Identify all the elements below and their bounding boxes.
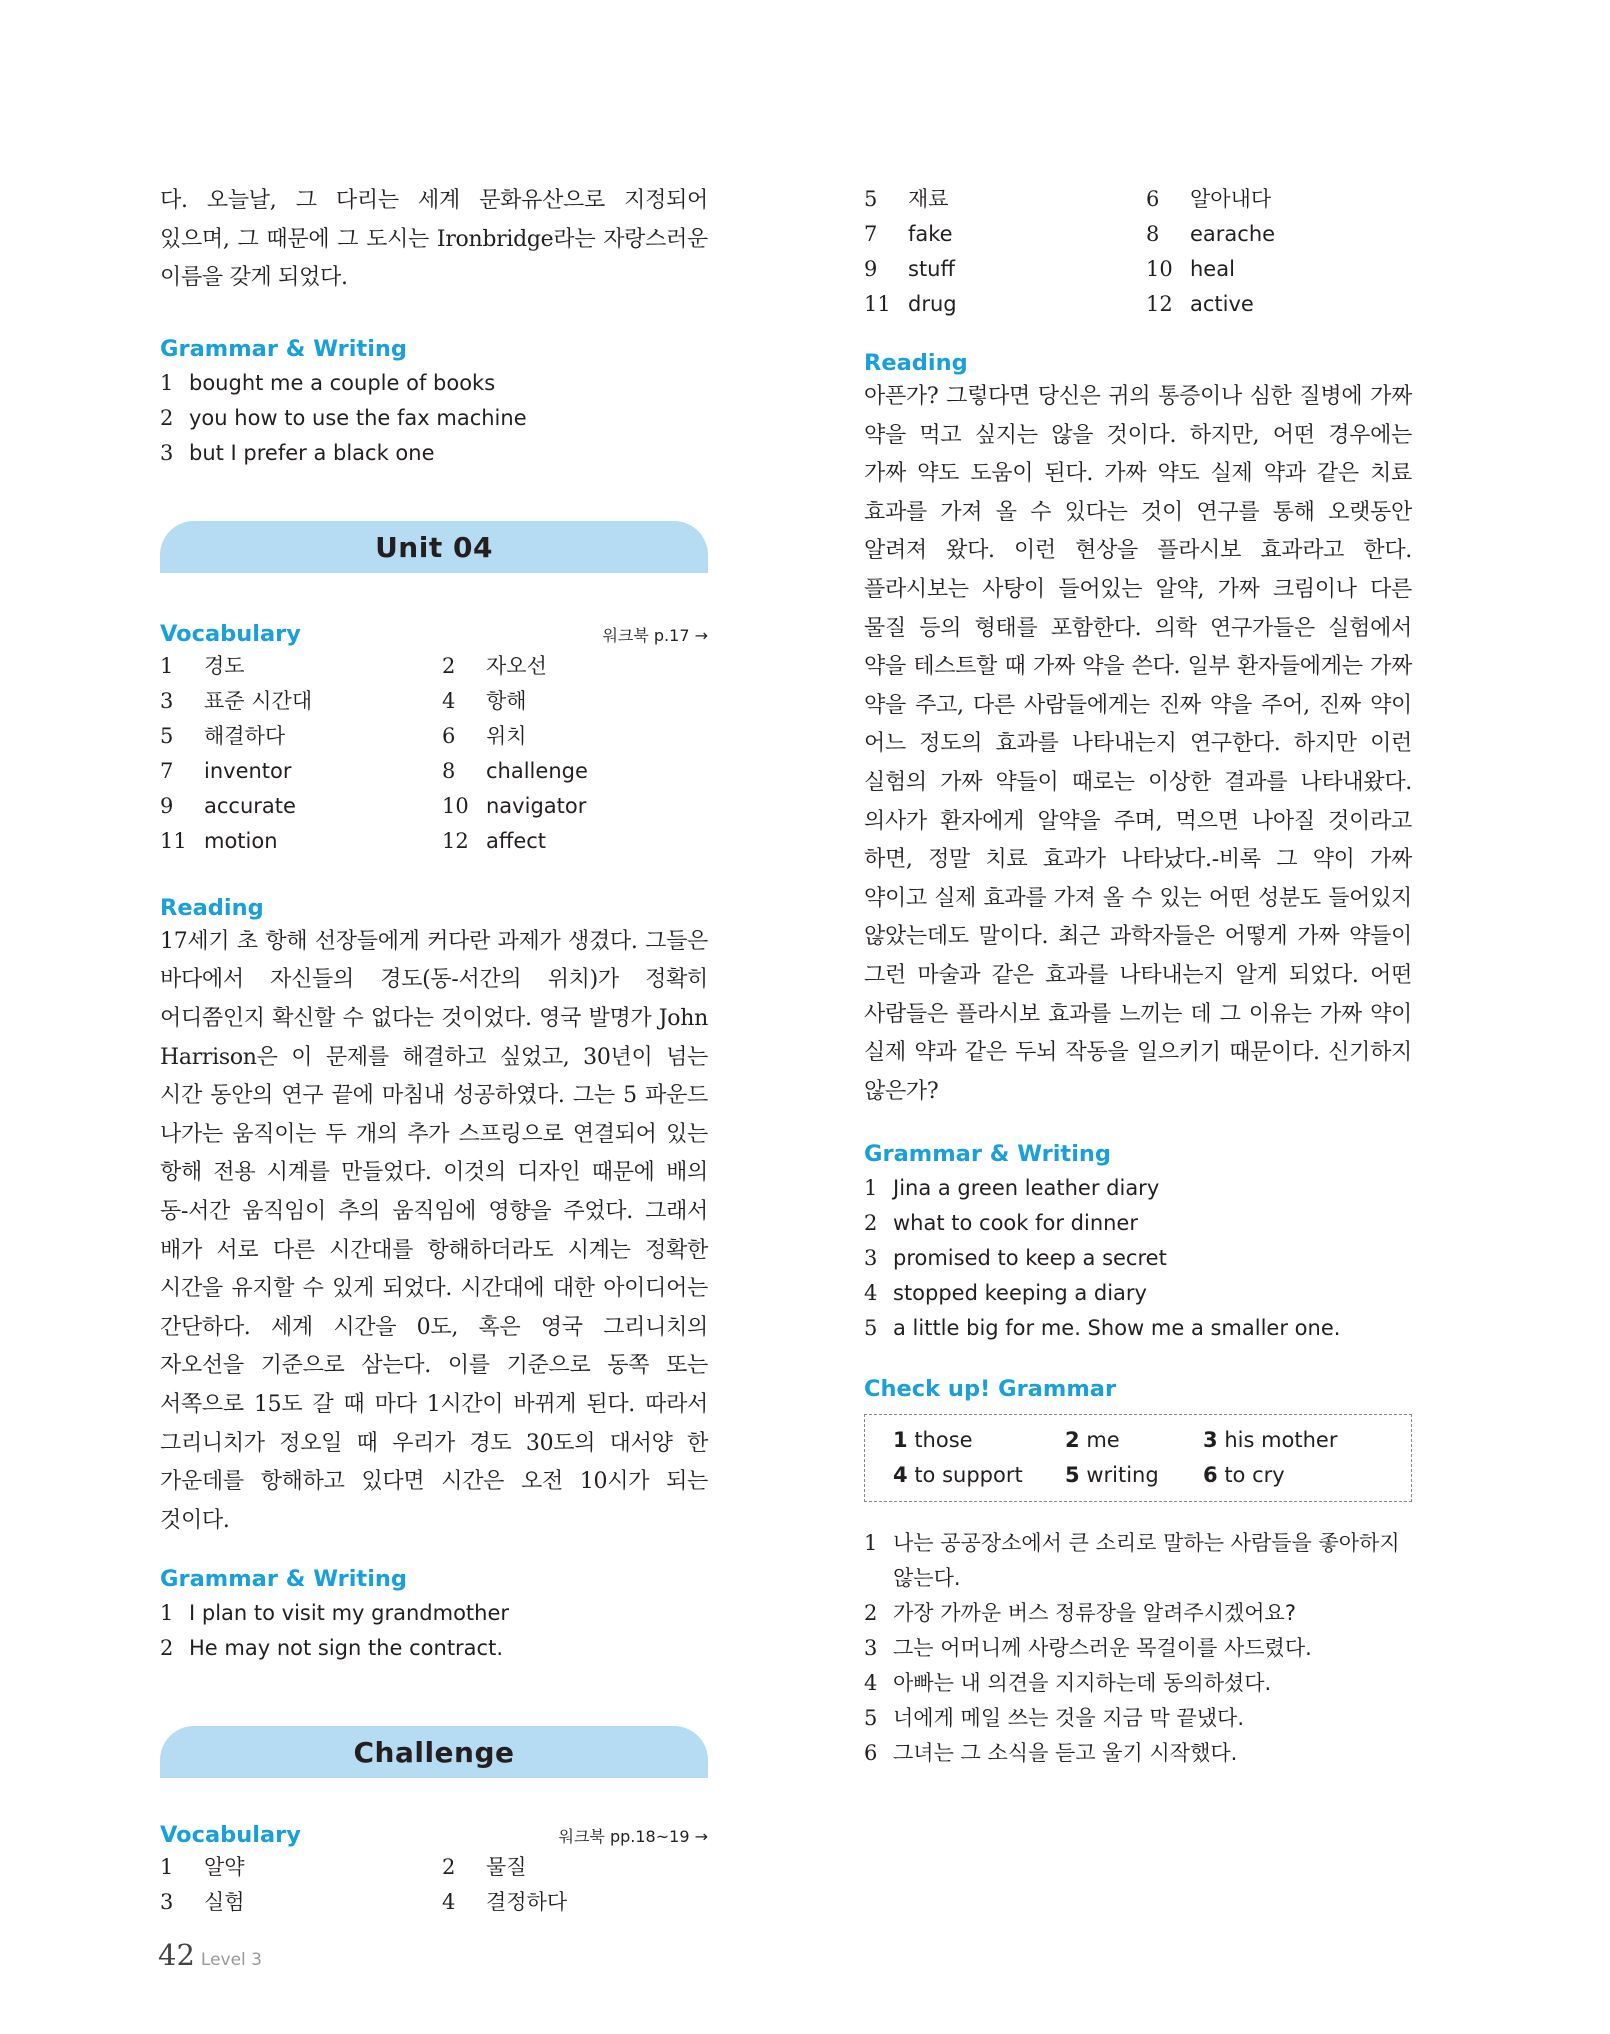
item-number: 2 bbox=[864, 1601, 878, 1626]
intro-paragraph: 다. 오늘날, 그 다리는 세계 문화유산으로 지정되어 있으며, 그 때문에 그 도시는 Ironbridge라는 자랑스러운 이름을 갖게 되었다. bbox=[160, 188, 708, 291]
item-number: 12 bbox=[1146, 292, 1173, 316]
item-text: a little big for me. Show me a smaller one. bbox=[893, 1316, 1341, 1341]
list-item bbox=[864, 1666, 1412, 1701]
vocab-item bbox=[442, 789, 708, 824]
answer-number: 1 bbox=[893, 1428, 908, 1453]
answer-list bbox=[864, 1171, 1412, 1346]
vocab-item bbox=[160, 1850, 442, 1885]
translation-list bbox=[864, 1526, 1412, 1771]
answer-text: me bbox=[1086, 1428, 1120, 1453]
section-title: Grammar & Writing bbox=[160, 335, 408, 362]
workbook-reference: 워크북 pp.18~19 → bbox=[558, 1827, 708, 1847]
section-title: Vocabulary bbox=[160, 620, 301, 647]
list-item bbox=[864, 1311, 1412, 1346]
section-title: Grammar & Writing bbox=[160, 1566, 408, 1593]
item-text: 물질 bbox=[486, 1855, 527, 1880]
section-title: Vocabulary bbox=[160, 1822, 301, 1849]
section-title: Grammar & Writing bbox=[864, 1141, 1112, 1168]
item-number: 1 bbox=[160, 1601, 174, 1626]
item-text: 알아내다 bbox=[1190, 187, 1272, 211]
item-number: 4 bbox=[864, 1281, 878, 1306]
item-text: accurate bbox=[204, 793, 296, 818]
vocab-item bbox=[442, 754, 708, 789]
item-number: 3 bbox=[864, 1246, 878, 1271]
item-text: 알약 bbox=[204, 1855, 245, 1880]
item-number: 4 bbox=[864, 1671, 878, 1696]
vocabulary-grid bbox=[160, 649, 708, 859]
item-number: 3 bbox=[864, 1636, 878, 1661]
item-number: 4 bbox=[442, 1890, 456, 1915]
answer-cell bbox=[1203, 1423, 1403, 1458]
reading-section-2 bbox=[864, 350, 1412, 1111]
item-number: 1 bbox=[864, 1176, 878, 1201]
list-item bbox=[160, 1631, 708, 1666]
item-text: stopped keeping a diary bbox=[893, 1281, 1147, 1306]
workbook-reference: 워크북 p.17 → bbox=[602, 625, 708, 645]
answer-number: 5 bbox=[1065, 1463, 1080, 1488]
answer-list bbox=[160, 1596, 708, 1666]
item-text: affect bbox=[486, 828, 547, 853]
grammar-writing-section-3 bbox=[864, 1141, 1412, 1346]
list-item bbox=[864, 1206, 1412, 1241]
vocab-item bbox=[864, 217, 1146, 252]
level-label: Level 3 bbox=[200, 1950, 262, 1970]
item-number: 2 bbox=[864, 1211, 878, 1236]
vocab-item bbox=[160, 824, 442, 859]
answer-cell bbox=[1065, 1423, 1203, 1458]
list-item bbox=[864, 1701, 1412, 1736]
item-number: 1 bbox=[160, 653, 174, 678]
item-text: 그는 어머니께 사랑스러운 목걸이를 사드렸다. bbox=[893, 1636, 1312, 1661]
vocab-item bbox=[442, 684, 708, 719]
item-number: 2 bbox=[442, 1855, 456, 1880]
item-number: 6 bbox=[864, 1741, 878, 1766]
item-text: 그녀는 그 소식을 듣고 울기 시작했다. bbox=[893, 1741, 1238, 1766]
vocab-item bbox=[864, 287, 1146, 322]
item-text: He may not sign the contract. bbox=[189, 1636, 504, 1661]
item-number: 9 bbox=[160, 793, 174, 818]
item-number: 10 bbox=[442, 793, 469, 818]
answer-cell bbox=[893, 1458, 1065, 1493]
item-text: 재료 bbox=[908, 187, 949, 211]
item-text: stuff bbox=[908, 257, 955, 281]
item-number: 4 bbox=[442, 688, 456, 713]
item-text: 아빠는 내 의견을 지지하는데 동의하셨다. bbox=[893, 1671, 1272, 1696]
item-text: 너에게 메일 쓰는 것을 지금 막 끝냈다. bbox=[893, 1706, 1245, 1731]
vocab-item bbox=[442, 824, 708, 859]
answer-number: 2 bbox=[1065, 1428, 1080, 1453]
item-text: navigator bbox=[486, 793, 587, 818]
list-item bbox=[864, 1526, 1412, 1596]
item-text: 실험 bbox=[204, 1890, 245, 1915]
answer-text: to support bbox=[914, 1463, 1023, 1488]
item-number: 1 bbox=[864, 1531, 878, 1556]
item-text: earache bbox=[1190, 222, 1276, 246]
item-text: promised to keep a secret bbox=[893, 1246, 1167, 1271]
item-number: 6 bbox=[1146, 187, 1160, 211]
vocab-item bbox=[160, 789, 442, 824]
list-item bbox=[864, 1276, 1412, 1311]
item-number: 2 bbox=[160, 1636, 174, 1661]
answer-cell bbox=[893, 1423, 1065, 1458]
item-text: Jina a green leather diary bbox=[893, 1176, 1160, 1201]
answer-text: his mother bbox=[1224, 1428, 1338, 1453]
item-number: 2 bbox=[442, 653, 456, 678]
item-text: active bbox=[1190, 292, 1254, 316]
item-number: 5 bbox=[864, 187, 878, 211]
item-text: challenge bbox=[486, 758, 588, 783]
list-item bbox=[864, 1241, 1412, 1276]
list-item bbox=[160, 366, 708, 401]
item-number: 3 bbox=[160, 688, 174, 713]
list-item bbox=[160, 1596, 708, 1631]
answer-number: 6 bbox=[1203, 1463, 1218, 1488]
item-text: 가장 가까운 버스 정류장을 알려주시겠어요? bbox=[893, 1601, 1296, 1626]
reading-paragraph: 17세기 초 항해 선장들에게 커다란 과제가 생겼다. 그들은 바다에서 자신들의 경도(동-서간의 위치)가 정확히 어디쯤인지 확신할 수 없다는 것이었다. 영국 발명가 John Harrison은 이 문제를 해결하고 싶었고, 30년이 넘는 시간 동안의 연구 끝에 마침내 성공하였다. 그는 5 파운드 나가는 움직이는 두 개의 추가 스프링으로 연결되어 있는 항해 전용 시계를 만들었다. 이것의 디자인 때문에 배의 동-서간 움직임이 추의 움직임에 영향을 주었다. 그래서 배가 서로 다른 시간대를 항해하더라도 시계는 정확한 시간을 유지할 수 있게 되었다. 시간대에 대한 아이디어는 간단하다. 세계 시간을 0도, 혹은 영국 그리니치의 자오선을 기준으로 삼는다. 이를 기준으로 동쪽 또는 서쪽으로 15도 갈 때 마다 1시간이 바뀌게 된다. 따라서 그리니치가 정오일 때 우리가 경도 30도의 대서양 한 가운데를 항해하고 있다면 시간은 오전 10시가 되는 것이다. bbox=[160, 928, 708, 1533]
item-number: 5 bbox=[864, 1706, 878, 1731]
item-number: 11 bbox=[160, 828, 187, 853]
list-item bbox=[160, 401, 708, 436]
item-text: heal bbox=[1190, 257, 1235, 281]
item-number: 7 bbox=[864, 222, 878, 246]
answer-text: those bbox=[914, 1428, 973, 1453]
item-text: drug bbox=[908, 292, 957, 316]
reading-section-1 bbox=[160, 895, 708, 1541]
item-number: 11 bbox=[864, 292, 891, 316]
answer-cell bbox=[1203, 1458, 1403, 1493]
vocab-item bbox=[160, 649, 442, 684]
vocabulary-grid bbox=[160, 1850, 708, 1920]
answer-cell bbox=[1065, 1458, 1203, 1493]
item-text: bought me a couple of books bbox=[189, 370, 496, 395]
grammar-writing-section-1 bbox=[160, 336, 708, 471]
list-item bbox=[864, 1596, 1412, 1631]
item-number: 5 bbox=[864, 1316, 878, 1341]
item-number: 8 bbox=[1146, 222, 1160, 246]
answer-box bbox=[864, 1414, 1412, 1502]
vocab-item bbox=[1146, 217, 1412, 252]
vocab-item bbox=[1146, 252, 1412, 287]
item-number: 5 bbox=[160, 723, 174, 748]
vocab-item bbox=[442, 1885, 708, 1920]
item-number: 1 bbox=[160, 370, 174, 395]
vocab-item bbox=[1146, 182, 1412, 217]
list-item bbox=[864, 1631, 1412, 1666]
item-number: 1 bbox=[160, 1855, 174, 1880]
answer-number: 3 bbox=[1203, 1428, 1218, 1453]
vocab-item bbox=[160, 1885, 442, 1920]
vocab-item bbox=[864, 252, 1146, 287]
vocab-item bbox=[160, 684, 442, 719]
check-up-grammar-section bbox=[864, 1376, 1412, 1771]
vocabulary-section-1 bbox=[160, 621, 708, 859]
item-text: fake bbox=[908, 222, 953, 246]
grammar-writing-section-2 bbox=[160, 1566, 708, 1666]
item-text: 위치 bbox=[486, 723, 527, 748]
page-number: 42 bbox=[158, 1938, 195, 1972]
list-item bbox=[864, 1736, 1412, 1771]
item-text: inventor bbox=[204, 758, 292, 783]
vocab-item bbox=[160, 754, 442, 789]
vocab-item bbox=[442, 719, 708, 754]
item-number: 10 bbox=[1146, 257, 1173, 281]
vocab-item bbox=[442, 649, 708, 684]
item-number: 2 bbox=[160, 405, 174, 430]
item-number: 9 bbox=[864, 257, 878, 281]
vocabulary-header bbox=[160, 621, 708, 647]
item-text: 표준 시간대 bbox=[204, 688, 313, 713]
page-footer bbox=[158, 1938, 262, 1972]
item-number: 8 bbox=[442, 758, 456, 783]
list-item bbox=[864, 1171, 1412, 1206]
unit-banner: Unit 04 bbox=[160, 521, 708, 573]
item-number: 12 bbox=[442, 828, 469, 853]
answer-number: 4 bbox=[893, 1463, 908, 1488]
section-title: Reading bbox=[864, 350, 968, 376]
vocab-item bbox=[1146, 287, 1412, 322]
section-title: Reading bbox=[160, 894, 264, 921]
left-column bbox=[160, 182, 708, 1920]
item-text: 결정하다 bbox=[486, 1890, 568, 1915]
right-column bbox=[864, 182, 1412, 1771]
vocab-item bbox=[442, 1850, 708, 1885]
vocab-item bbox=[864, 182, 1146, 217]
item-number: 6 bbox=[442, 723, 456, 748]
item-text: 나는 공공장소에서 큰 소리로 말하는 사람들을 좋아하지 않는다. bbox=[893, 1531, 1400, 1591]
item-text: I plan to visit my grandmother bbox=[189, 1601, 510, 1626]
vocabulary-header bbox=[160, 1822, 708, 1848]
item-number: 7 bbox=[160, 758, 174, 783]
vocabulary-grid-continued bbox=[864, 182, 1412, 322]
vocabulary-section-2 bbox=[160, 1822, 708, 1920]
section-title: Check up! Grammar bbox=[864, 1376, 1117, 1403]
item-text: motion bbox=[204, 828, 278, 853]
list-item bbox=[160, 436, 708, 471]
item-number: 3 bbox=[160, 440, 174, 465]
challenge-banner: Challenge bbox=[160, 1726, 708, 1778]
answer-list bbox=[160, 366, 708, 471]
item-text: you how to use the fax machine bbox=[189, 405, 527, 430]
vocab-item bbox=[160, 719, 442, 754]
item-text: 경도 bbox=[204, 653, 245, 678]
answer-text: writing bbox=[1086, 1463, 1159, 1488]
item-text: 해결하다 bbox=[204, 723, 286, 748]
item-text: 항해 bbox=[486, 688, 527, 713]
item-text: but I prefer a black one bbox=[189, 440, 435, 465]
answer-text: to cry bbox=[1224, 1463, 1285, 1488]
item-text: 자오선 bbox=[486, 653, 547, 678]
item-text: what to cook for dinner bbox=[893, 1211, 1138, 1236]
item-number: 3 bbox=[160, 1890, 174, 1915]
reading-paragraph: 아픈가? 그렇다면 당신은 귀의 통증이나 심한 질병에 가짜 약을 먹고 싶지는 않을 것이다. 하지만, 어떤 경우에는 가짜 약도 도움이 된다. 가짜 약도 실제 약과 같은 치료 효과를 가져 올 수 있다는 것이 연구를 통해 오랫동안 알려져 왔다. 이런 현상을 플라시보 효과라고 한다. 플라시보는 사탕이 들어있는 알약, 가짜 크림이나 다른 물질 등의 형태를 포함한다. 의학 연구가들은 실험에서 약을 테스트할 때 가짜 약을 쓴다. 일부 환자들에게는 가짜 약을 주고, 다른 사람들에게는 진짜 약을 주어, 진짜 약이 어느 정도의 효과를 나타내는지 연구한다. 하지만 이런 실험의 가짜 약들이 때로는 이상한 결과를 나타내왔다. 의사가 환자에게 알약을 주며, 먹으면 나아질 것이라고 하면, 정말 치료 효과가 나타났다.-비록 그 약이 가짜 약이고 실제 효과를 가져 올 수 있는 어떤 성분도 들어있지 않았는데도 말이다. 최근 과학자들은 어떻게 가짜 약들이 그런 마술과 같은 효과를 나타내는지 알게 되었다. 어떤 사람들은 플라시보 효과를 느끼는 데 그 이유는 가짜 약이 실제 약과 같은 두뇌 작동을 일으키기 때문이다. 신기하지 않은가? bbox=[864, 384, 1412, 1104]
